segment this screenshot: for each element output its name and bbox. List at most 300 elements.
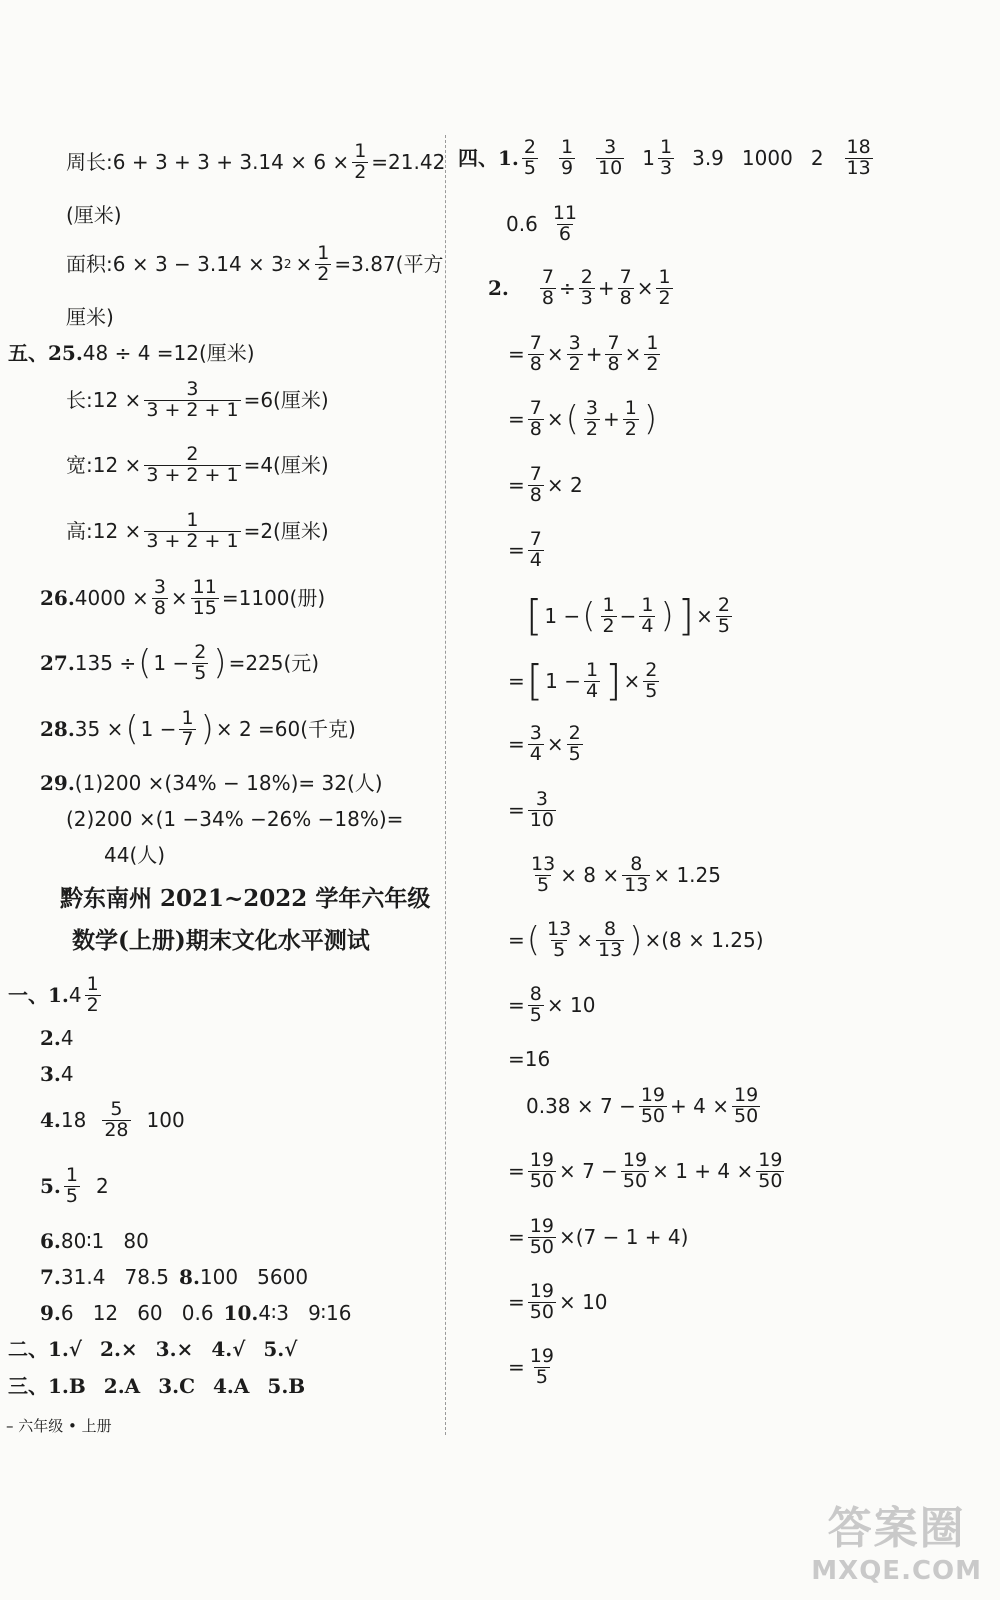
fraction-numerator: 2: [568, 722, 581, 744]
answer-item: 1.B: [48, 1374, 86, 1398]
fraction-numerator: 7: [619, 266, 632, 288]
fraction-numerator: 1: [65, 1164, 78, 1186]
fraction-numerator: 2: [523, 136, 536, 158]
fraction-numerator: 3: [568, 332, 581, 354]
equals-sign: =: [508, 1355, 525, 1380]
fraction: [85, 975, 101, 1016]
question-number: 25.: [48, 341, 83, 365]
fraction: [528, 530, 544, 571]
equals-sign: =: [508, 928, 525, 953]
calc-5-line2: [508, 1151, 787, 1192]
question-number: 28.: [40, 717, 75, 742]
fraction-denominator: 5: [194, 661, 207, 684]
answer-item: 1.√: [48, 1337, 83, 1361]
fraction-numerator: 1: [641, 593, 654, 616]
section1-q2: [40, 1028, 74, 1048]
fraction-denominator: 50: [529, 1300, 554, 1323]
fraction-denominator: 5: [553, 938, 566, 961]
answer-text: × 1 + 4 ×: [652, 1159, 754, 1184]
fraction: [528, 985, 544, 1026]
section-prefix: 二、: [8, 1337, 48, 1361]
fraction: [622, 855, 650, 896]
question-27: [40, 643, 319, 684]
q25-width: [66, 445, 329, 486]
fraction-numerator: 7: [541, 266, 554, 288]
fraction-denominator: 50: [529, 1169, 554, 1192]
calc-5-line4: [508, 1282, 608, 1323]
close-paren: ): [660, 596, 674, 636]
fraction: [756, 1151, 784, 1192]
fraction-denominator: 9: [560, 156, 574, 179]
close-paren: ): [200, 709, 214, 750]
fraction-numerator: 13: [531, 853, 556, 875]
question-number: 1.: [48, 983, 69, 1008]
fraction: [596, 920, 624, 961]
fraction: [639, 593, 655, 637]
answer-text: × 7 −: [558, 1159, 618, 1184]
fraction-denominator: 8: [541, 286, 554, 309]
fraction-denominator: 2: [86, 993, 99, 1016]
area-unit: 厘米): [66, 305, 114, 329]
equals-sign: =: [508, 669, 525, 693]
fraction-denominator: 3: [660, 156, 673, 179]
fraction: [644, 334, 660, 375]
equals-sign: =: [508, 1290, 525, 1315]
fraction-numerator: 1: [660, 136, 673, 158]
fraction-numerator: 7: [529, 463, 542, 485]
answer-text: 1000: [741, 146, 793, 171]
watermark-url: MXQE.COM: [811, 1556, 982, 1586]
answer-text: 4000 ×: [74, 586, 149, 611]
answer-text: 长:12 ×: [66, 388, 142, 413]
fraction-numerator: 2: [580, 266, 593, 288]
fraction-numerator: 19: [734, 1084, 759, 1106]
answer-text: 48 ÷ 4 =12(厘米): [82, 341, 255, 365]
open-paren: (: [125, 709, 139, 750]
fraction: [352, 142, 368, 183]
fraction: [601, 593, 617, 637]
calc-3-line1: [524, 591, 735, 640]
question-number: 29.: [40, 771, 75, 795]
question-number: 8.: [179, 1265, 200, 1289]
fraction: [528, 1347, 556, 1388]
answer-text: 4: [68, 983, 82, 1008]
fraction-denominator: 3 + 2 + 1: [146, 529, 239, 552]
answer-text: 0.38 × 7 −: [526, 1094, 636, 1119]
calc-2-line5: [508, 530, 547, 571]
answer-item: 3.C: [158, 1374, 195, 1398]
operator: ÷: [558, 276, 576, 301]
calc-5-line3: [508, 1217, 688, 1258]
answer-text: 1 −: [140, 717, 177, 742]
fraction-numerator: 1: [658, 266, 671, 288]
operator: ×: [546, 732, 564, 757]
area-line: [66, 244, 443, 285]
answer-item: 3.×: [155, 1337, 194, 1361]
perimeter-result: =21.42: [371, 150, 446, 175]
calc-4-line2: [508, 920, 764, 961]
perimeter-line: [66, 142, 445, 183]
fraction-numerator: 2: [717, 593, 730, 616]
section-prefix: 三、: [8, 1374, 48, 1398]
section4-q1-cont: [506, 204, 582, 245]
question-number: 7.: [40, 1265, 61, 1289]
fraction: [315, 244, 331, 285]
fraction-denominator: 50: [529, 1235, 554, 1258]
fraction-denominator: 10: [598, 156, 623, 179]
fraction: [179, 709, 195, 750]
question-25: [8, 343, 255, 363]
fraction-denominator: 13: [846, 156, 871, 179]
fraction-denominator: 6: [558, 222, 571, 245]
calc-3-line2: [508, 656, 662, 705]
open-paren: (: [138, 643, 152, 684]
open-bracket: [: [526, 591, 543, 640]
fraction-denominator: 5: [645, 679, 658, 702]
answer-text: 18: [60, 1108, 87, 1133]
fraction-denominator: 5: [523, 156, 536, 179]
fraction: [579, 268, 595, 309]
fraction: [658, 138, 674, 179]
watermark-title: 答案圈: [827, 1503, 966, 1554]
operator: ×: [624, 342, 642, 367]
fraction-numerator: 19: [529, 1345, 554, 1367]
calc-4-line3: [508, 985, 595, 1026]
question-29-part2: [66, 809, 403, 829]
calc-5-line1: [526, 1086, 763, 1127]
fraction-numerator: 19: [529, 1149, 554, 1171]
fraction-numerator: 7: [529, 332, 542, 354]
perimeter-unit: (厘米): [66, 203, 122, 227]
fraction: [605, 334, 621, 375]
fraction-denominator: 5: [65, 1184, 78, 1207]
fraction: [528, 334, 544, 375]
fraction-numerator: 5: [110, 1098, 123, 1120]
fraction-denominator: 2: [317, 262, 330, 285]
column-divider: [445, 135, 446, 1435]
fraction-numerator: 19: [758, 1149, 783, 1171]
calc-5-line5: [508, 1347, 559, 1388]
equals-sign: =: [508, 993, 525, 1018]
section1-q1: [8, 975, 104, 1016]
fraction-denominator: 50: [622, 1169, 648, 1192]
fraction: [522, 138, 538, 179]
fraction-denominator: 50: [734, 1104, 759, 1127]
answer-text: 35 ×: [74, 717, 124, 742]
section1-q9-q10: [40, 1303, 351, 1323]
fraction-numerator: 3: [535, 788, 548, 810]
answer-item: 2.A: [103, 1374, 141, 1398]
exam-title-line1: 黔东南州 2021~2022 学年六年级: [60, 885, 431, 912]
operator: ×: [576, 928, 593, 953]
perimeter-label: 周长:: [66, 150, 113, 175]
answer-item: 5.√: [263, 1337, 298, 1361]
section2-answers: [8, 1339, 297, 1359]
calc-3-line4: [508, 790, 559, 831]
equals-sign: =: [508, 473, 525, 498]
answer-text: 0.6: [506, 212, 538, 237]
fraction: [64, 1166, 80, 1207]
equals-sign: =: [508, 798, 525, 823]
fraction-numerator: 8: [604, 918, 617, 940]
answer-text: 宽:12 ×: [66, 453, 142, 478]
fraction-numerator: 3: [153, 576, 166, 598]
equals-sign: =: [508, 407, 525, 432]
answer-text: 31.4 78.5: [60, 1265, 170, 1289]
open-paren: (: [526, 920, 541, 961]
fraction-numerator: 8: [529, 983, 542, 1005]
fraction-numerator: 1: [646, 332, 659, 354]
fraction: [567, 334, 583, 375]
page-footer: – 六年级 • 上册: [6, 1417, 112, 1435]
fraction-numerator: 8: [630, 853, 643, 875]
section1-q7-q8: [40, 1267, 308, 1287]
operator: ×: [546, 407, 564, 432]
fraction: [528, 465, 544, 506]
calc-2-line3: [508, 399, 659, 440]
calc-2-line4: [508, 465, 583, 506]
fraction: [144, 511, 240, 552]
operator: −: [619, 604, 637, 628]
section1-q5: [40, 1166, 109, 1207]
exponent: 2: [283, 257, 292, 272]
perimeter-unit-line: [66, 205, 122, 225]
answer-text: =225(元): [228, 651, 320, 676]
fraction: [551, 204, 579, 245]
fraction-denominator: 3 + 2 + 1: [146, 463, 239, 486]
question-number: 9.: [40, 1301, 61, 1325]
equals-sign: =: [508, 342, 525, 367]
fraction-numerator: 1: [181, 707, 194, 729]
fraction: [559, 138, 575, 179]
fraction: [529, 855, 557, 896]
fraction-denominator: 2: [585, 417, 598, 440]
fraction-numerator: 3: [604, 136, 617, 158]
fraction: [732, 1086, 760, 1127]
fraction-numerator: 2: [645, 658, 658, 681]
answer-item: 4.√: [211, 1337, 246, 1361]
calc-2-line1: [488, 268, 676, 309]
fraction-denominator: 15: [192, 596, 217, 619]
operator: ×: [623, 669, 641, 693]
answer-text: =16: [508, 1047, 551, 1071]
answer-text: ×(7 − 1 + 4): [558, 1225, 689, 1250]
fraction-numerator: 7: [607, 332, 620, 354]
operator: +: [597, 276, 615, 301]
answer-text: 6 12 60 0.6: [60, 1301, 214, 1325]
fraction-denominator: 50: [640, 1104, 666, 1127]
operator: ×: [546, 342, 564, 367]
answer-text: 44(人): [104, 843, 166, 867]
answer-item: 4.A: [213, 1374, 250, 1398]
fraction-denominator: 8: [619, 286, 632, 309]
operator: +: [602, 407, 620, 432]
close-bracket: ]: [605, 656, 622, 705]
fraction: [584, 658, 600, 702]
fraction-denominator: 8: [529, 352, 542, 375]
equals-sign: =: [508, 538, 525, 563]
answer-text: × 10: [558, 1290, 608, 1315]
fraction: [656, 268, 672, 309]
fraction-denominator: 5: [529, 1003, 542, 1026]
fraction-denominator: 5: [717, 614, 730, 637]
calc-2-line2: [508, 334, 663, 375]
fraction-denominator: 2: [646, 352, 659, 375]
close-paren: ): [213, 643, 227, 684]
fraction: [540, 268, 556, 309]
question-number: 6.: [40, 1229, 61, 1253]
fraction-numerator: 1: [560, 136, 574, 158]
question-29-part1: [40, 773, 383, 793]
question-number: 2.: [488, 276, 509, 301]
fraction-denominator: 2: [354, 160, 367, 183]
section-prefix: 五、: [8, 341, 48, 365]
answer-text: 高:12 ×: [66, 519, 142, 544]
fraction-denominator: 5: [535, 1365, 548, 1388]
area-label: 面积:: [66, 252, 113, 277]
fraction-denominator: 8: [529, 417, 542, 440]
fraction-denominator: 8: [607, 352, 620, 375]
fraction: [639, 1086, 667, 1127]
fraction-numerator: 1: [186, 509, 199, 531]
answer-text: (2)200 ×(1 −34% −26% −18%)=: [66, 807, 404, 831]
fraction: [643, 658, 659, 702]
fraction-denominator: 2: [602, 614, 615, 637]
question-26: [40, 578, 325, 619]
answer-text: ×(8 × 1.25): [644, 928, 764, 953]
fraction-numerator: 1: [86, 973, 99, 995]
operator: ×: [696, 604, 713, 628]
equals-sign: =: [508, 732, 525, 757]
answer-item: 5.B: [267, 1374, 306, 1398]
answer-text: 2: [95, 1174, 109, 1199]
close-bracket: ]: [677, 591, 695, 640]
answer-text: 4∶3 9∶16: [258, 1301, 352, 1325]
fraction-numerator: 2: [186, 443, 199, 465]
answer-text: 1 −: [544, 604, 581, 628]
fraction: [191, 578, 219, 619]
area-expression: 6 × 3 − 3.14 × 3: [112, 252, 284, 277]
fraction-numerator: 19: [640, 1084, 666, 1106]
fraction-denominator: 5: [568, 742, 581, 765]
close-paren: ): [629, 920, 643, 961]
fraction-numerator: 2: [194, 641, 207, 663]
q25-length: [66, 380, 329, 421]
fraction-denominator: 4: [586, 679, 599, 702]
fraction: [567, 724, 583, 765]
question-number: 26.: [40, 586, 75, 611]
fraction-denominator: 13: [624, 873, 649, 896]
fraction-numerator: 1: [317, 242, 330, 264]
question-number: 2.: [40, 1026, 61, 1050]
question-number: 4.: [40, 1108, 61, 1133]
question-28: [40, 709, 356, 750]
fraction-numerator: 1: [586, 658, 599, 681]
fraction-numerator: 11: [552, 202, 577, 224]
fraction-numerator: 19: [622, 1149, 648, 1171]
fraction: [596, 138, 624, 179]
answer-text: 4: [60, 1062, 74, 1086]
q25-height: [66, 511, 329, 552]
fraction-denominator: 50: [758, 1169, 783, 1192]
answer-text: × 2 =60(千克): [215, 717, 356, 742]
fraction-numerator: 18: [846, 136, 871, 158]
fraction: [716, 593, 732, 637]
fraction-denominator: 3: [580, 286, 593, 309]
answer-text: 135 ÷: [74, 651, 137, 676]
fraction-denominator: 7: [181, 727, 194, 750]
fraction-denominator: 5: [537, 873, 550, 896]
fraction-numerator: 3: [529, 722, 542, 744]
question-number: 27.: [40, 651, 75, 676]
fraction: [528, 399, 544, 440]
area-unit-line: [66, 307, 114, 327]
fraction-denominator: 4: [529, 548, 542, 571]
answer-text: =6(厘米): [243, 388, 329, 413]
question-number: 1.: [498, 146, 519, 171]
answer-text: 1 −: [545, 669, 581, 693]
answer-text: 3.9: [692, 146, 724, 171]
answer-text: 1 −: [153, 651, 190, 676]
answer-text: =2(厘米): [243, 519, 329, 544]
fraction-denominator: 2: [624, 417, 637, 440]
close-paren: ): [643, 399, 658, 440]
open-paren: (: [565, 399, 579, 440]
fraction: [144, 445, 240, 486]
fraction-numerator: 1: [602, 593, 615, 616]
calc-3-line3: [508, 724, 586, 765]
answer-text: 2: [810, 146, 824, 171]
answer-text: 4: [60, 1026, 74, 1050]
answer-text: + 4 ×: [670, 1094, 729, 1119]
fraction-numerator: 19: [529, 1215, 554, 1237]
fraction-numerator: 7: [529, 528, 542, 550]
answer-text: × 8 ×: [560, 863, 620, 888]
answer-text: (1)200 ×(34% − 18%)= 32(人): [74, 771, 383, 795]
operator: ×: [295, 252, 313, 277]
section1-q3: [40, 1064, 74, 1084]
fraction-denominator: 28: [104, 1118, 129, 1141]
section1-q6: [40, 1231, 149, 1251]
section-prefix: 四、: [458, 146, 498, 171]
fraction: [545, 920, 573, 961]
fraction: [623, 399, 639, 440]
answer-text: × 2: [546, 473, 583, 498]
calc-4-line1: [526, 855, 721, 896]
answer-text: 100: [146, 1108, 185, 1133]
equals-sign: =: [508, 1225, 525, 1250]
area-result: =3.87(平方: [334, 252, 444, 277]
fraction: [528, 1282, 556, 1323]
answer-text: 80∶1 80: [60, 1229, 149, 1253]
fraction: [528, 1151, 556, 1192]
equals-sign: =: [508, 1159, 525, 1184]
open-paren: (: [582, 596, 596, 636]
answer-item: 2.×: [100, 1337, 138, 1361]
fraction: [528, 724, 544, 765]
fraction: [528, 790, 556, 831]
fraction-numerator: 7: [529, 397, 542, 419]
answer-text: =1100(册): [221, 586, 326, 611]
watermark-logo: [811, 1492, 982, 1586]
question-number: 5.: [40, 1174, 61, 1199]
fraction: [152, 578, 168, 619]
fraction: [528, 1217, 556, 1258]
fraction: [845, 138, 873, 179]
answer-text: =4(厘米): [243, 453, 329, 478]
question-number: 10.: [223, 1301, 259, 1325]
section3-answers: [8, 1376, 305, 1396]
